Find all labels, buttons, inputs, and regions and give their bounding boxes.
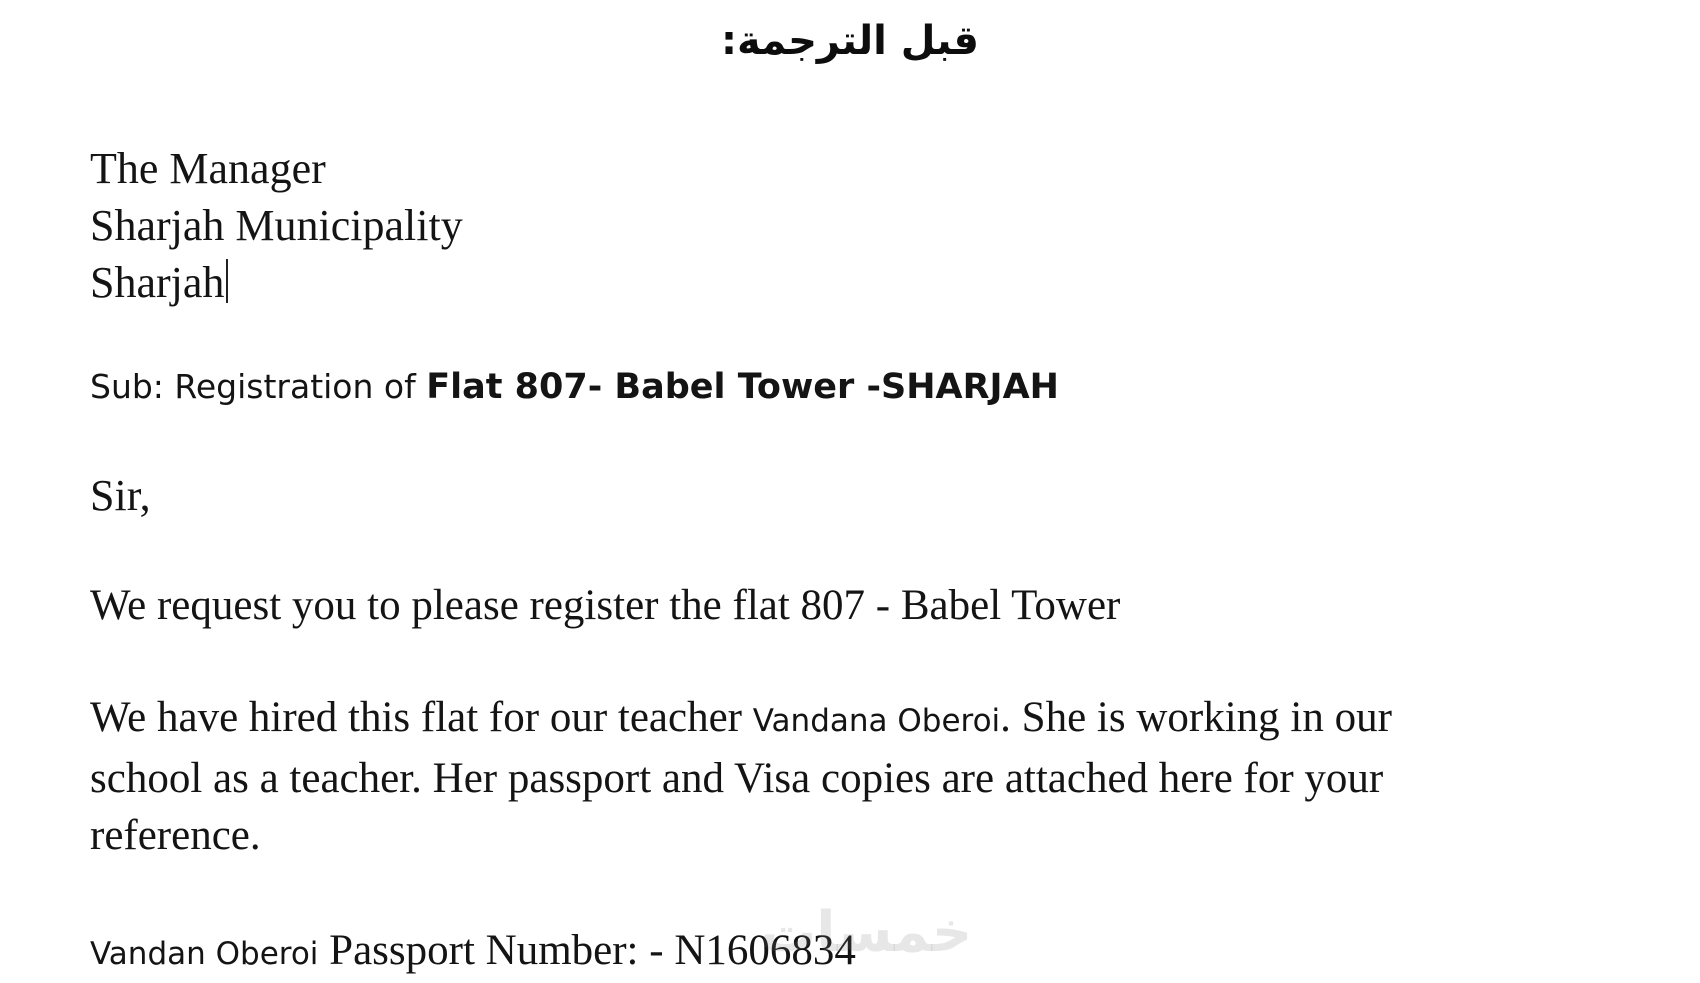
subject-prefix: Sub: Registration of <box>90 367 427 406</box>
salutation: Sir, <box>90 471 151 520</box>
letter-body <box>90 140 1410 983</box>
address-line-recipient: The Manager <box>90 144 326 193</box>
text-cursor <box>226 259 228 303</box>
request-paragraph: We request you to please register the flat 807 - Babel Tower <box>90 582 1121 629</box>
subject-line <box>90 363 1410 410</box>
teacher-name: Vandana Oberoi <box>752 703 1001 739</box>
subject-emphasis: Flat 807- Babel Tower -SHARJAH <box>426 367 1059 407</box>
passport-holder-name: Vandan Oberoi <box>90 936 319 972</box>
address-block <box>90 140 1410 311</box>
page-title: قبل الترجمة: <box>721 18 979 64</box>
details-text-before: We have hired this flat for our teacher <box>90 694 753 741</box>
details-text-after: . She is working in our school as a teacher. Her passport and Visa copies are attached here for your reference. <box>90 694 1392 859</box>
address-line-city[interactable] <box>90 254 1410 311</box>
address-city-text: Sharjah <box>90 258 225 307</box>
passport-line <box>90 922 1410 983</box>
address-line-organization: Sharjah Municipality <box>90 201 463 250</box>
watermark-logo: خمسات <box>760 900 973 965</box>
details-paragraph <box>90 689 1410 864</box>
passport-number-text: Passport Number: - N1606834 <box>318 927 856 974</box>
